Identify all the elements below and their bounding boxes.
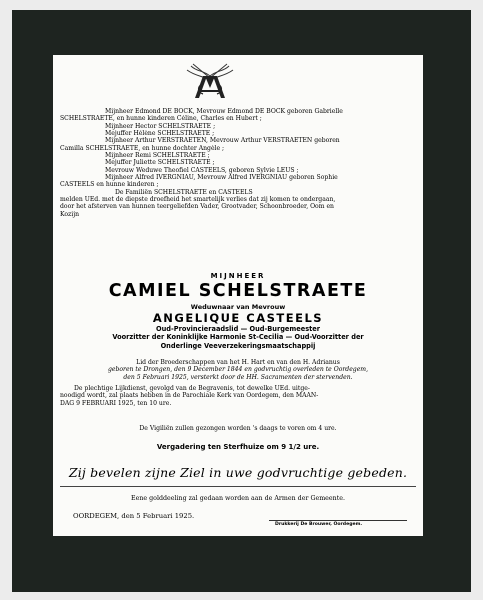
bio-line: geboren te Drongen, den 9 December 1844 en godvruchtig overleden te Oordegem, (107, 366, 369, 374)
role-line: Oud-Provincieraadslid — Oud-Burgemeester (155, 325, 321, 333)
family-line: Mijnheer Remi SCHELSTRAETE ; (105, 152, 210, 160)
role-line: Voorzitter der Koninklijke Harmonie St-Cecilia — Oud-Voorzitter der (112, 333, 364, 342)
deceased-name: CAMIEL SCHELSTRAETE (108, 281, 368, 301)
divider (60, 486, 416, 487)
title-prefix: MIJNHEER (210, 272, 266, 280)
roles-block (60, 325, 416, 350)
family-line: Mijnheer Alfred IVERGNIAU, Mevrouw Alfred IVERGNIAU geboren Sophie (105, 174, 338, 182)
announcement-line: melden UEd. met de diepste droefheid het smartelijk verlies dat zij komen te ondergaan, (60, 196, 336, 204)
prayer-request: Zij bevelen zijne Ziel in uwe godvruchtige gebeden. (68, 465, 408, 480)
family-line: De Familiën SCHELSTRAETE en CASTEELS (115, 188, 253, 196)
funeral-line: DAG 9 FEBRUARI 1925, ten 10 ure. (60, 399, 172, 407)
funeral-block (60, 385, 416, 407)
family-line: Camilla SCHELSTRAETE, en hunne dochter Angèle ; (60, 144, 225, 152)
bio-block (60, 359, 416, 381)
family-line: Mejuffer Hélène SCHELSTRAETE ; (105, 130, 215, 138)
printer-credit: Drukkerij De Brouwer, Oordegem. (275, 522, 363, 527)
family-line: Mijnheer Arthur VERSTRAETEN, Mevrouw Arthur VERSTRAETEN geboren (105, 137, 340, 145)
announcement-line: door het afsterven van hunnen teergeliefden Vader, Grootvader, Schoonbroeder, Oom en (60, 203, 334, 211)
divider (269, 520, 407, 521)
alms-notice: Eene golddeeling zal gedaan worden aan de Armen der Gemeente. (131, 495, 345, 502)
family-line: Mevrouw Weduwe Theofiel CASTEELS, geboren Sylvie LEUS ; (105, 166, 299, 174)
family-line: Mijnheer Hector SCHELSTRAETE ; (105, 122, 216, 130)
gathering-notice: Vergadering ten Sterfhuize om 9 1/2 ure. (156, 443, 320, 451)
family-line: Mijnheer Edmond DE BOCK, Mevrouw Edmond DE BOCK geboren Gabrielle (105, 108, 343, 115)
family-line: CASTEELS en hunne kinderen ; (60, 181, 159, 189)
family-line: Mejuffer Juliette SCHELSTRAETE ; (105, 159, 215, 167)
widower-of: Weduwnaar van Mevrouw (190, 303, 286, 311)
funeral-line: De plechtige Lijkdienst, gevolgd van de Begravenis, tot dewelke UEd. uitge- (74, 385, 310, 392)
family-line: SCHELSTRAETE, en hunne kinderen Céline, Charles en Hubert ; (60, 115, 262, 123)
bio-line: den 5 Februari 1925, versterkt door de HH. Sacramenten der stervenden. (123, 373, 353, 381)
family-list (60, 108, 416, 218)
place-date: OORDEGEM, den 5 Februari 1925. (73, 512, 195, 520)
monogram-emblem-icon (183, 62, 237, 100)
bio-line: Lid der Broederschappen van het H. Hart en van den H. Adrianus (136, 359, 340, 366)
funeral-line: noodigd wordt, zal plaats hebben in de Parochiale Kerk van Oordegem, den MAAN- (60, 392, 319, 400)
vigil-notice: De Vigiliën zullen gezongen worden 's daags te voren om 4 ure. (139, 425, 337, 432)
role-line: Onderlinge Veeverzekeringsmaatschappij (160, 341, 316, 350)
wife-name: ANGELIQUE CASTEELS (152, 311, 324, 325)
announcement-line: Kozijn (60, 210, 80, 218)
